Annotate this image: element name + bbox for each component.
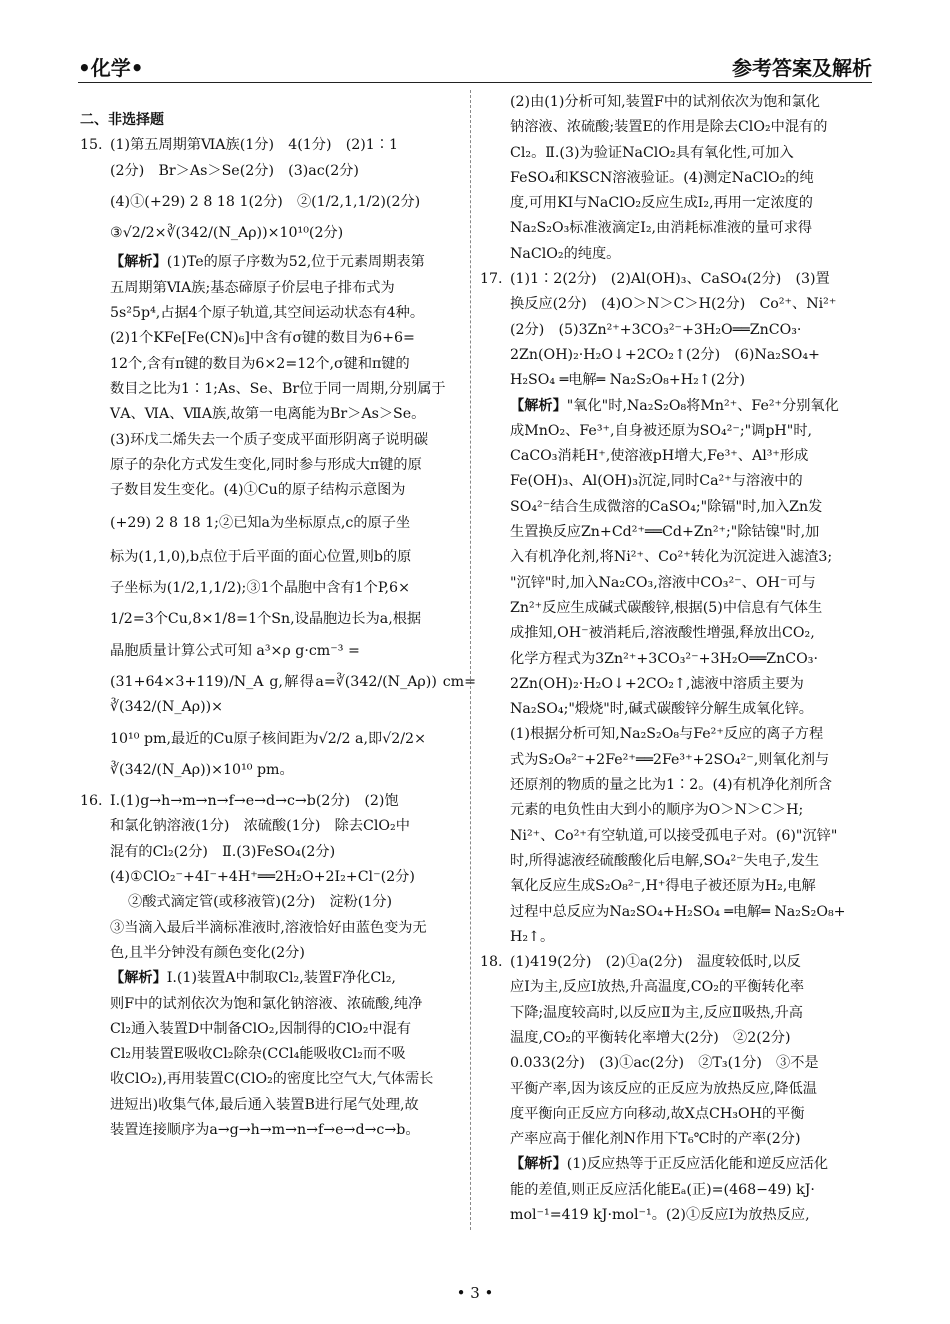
q17-analysis-line: 过程中总反应为Na₂SO₄+H₂SO₄ ═电解═ Na₂S₂O₈+ — [510, 903, 846, 920]
q17-answer-line: 2Zn(OH)₂·H₂O↓+2CO₂↑(2分) (6)Na₂SO₄+ — [510, 346, 820, 363]
q17-analysis-line: 元素的电负性由大到小的顺序为O＞N＞C＞H; — [510, 802, 804, 819]
q17-number: 17. — [480, 271, 503, 288]
q17-analysis-line: Na₂SO₄;"煅烧"时,碱式碳酸锌分解生成氧化锌。 — [510, 701, 813, 718]
q15-analysis-line: (2)1个KFe[Fe(CN)₆]中含有σ键的数目为6+6= — [110, 330, 415, 347]
left-column — [80, 90, 476, 1143]
q18-answer-line: (1)419(2分) (2)①a(2分) 温度较低时,以反 — [510, 954, 801, 971]
q17-analysis-line: H₂↑。 — [510, 928, 555, 945]
q18-answer-line: 下降;温度较高时,以反应Ⅱ为主,反应Ⅱ吸热,升高 — [510, 1004, 803, 1021]
q17-analysis-line: 时,所得滤液经硫酸酸化后电解,SO₄²⁻失电子,发生 — [510, 852, 820, 869]
q17-analysis-line: SO₄²⁻结合生成微溶的CaSO₄;"除镉"时,加入Zn发 — [510, 498, 823, 515]
q17-analysis-line: 2Zn(OH)₂·H₂O↓+2CO₂↑,滤液中溶质主要为 — [510, 675, 804, 692]
section-title: 二、非选择题 — [80, 112, 164, 128]
q18-answer-line: 温度,CO₂的平衡转化率增大(2分) ②2(2分) — [510, 1029, 791, 1046]
right-column — [480, 90, 875, 1228]
q17-analysis-line: 成推知,OH⁻被消耗后,溶液酸性增强,释放出CO₂, — [510, 625, 815, 642]
q17-analysis-line: 入有机净化剂,将Ni²⁺、Co²⁺转化为沉淀进入滤渣3; — [510, 549, 833, 566]
q15-analysis-line: 五周期第ⅥA族;基态碲原子价层电子排布式为 — [110, 279, 395, 296]
subject-label: •化学• — [78, 56, 144, 80]
q17-answer-line: 换反应(2分) (4)O＞N＞C＞H(2分) Co²⁺、Ni²⁺ — [510, 296, 837, 313]
q17-answer-line: (2分) (5)3Zn²⁺+3CO₃²⁻+3H₂O══ZnCO₃· — [510, 321, 802, 338]
q16-cont-line: NaClO₂的纯度。 — [510, 245, 621, 262]
q16-cont-line: (2)由(1)分析可知,装置F中的试剂依次为饱和氯化 — [510, 94, 820, 110]
q15-number: 15. — [80, 137, 103, 154]
q16-analysis-line: Ⅰ.(1)装置A中制取Cl₂,装置F净化Cl₂, — [166, 970, 396, 987]
q15-analysis-line: 数目之比为1∶1;As、Se、Br位于同一周期,分别属于 — [110, 380, 446, 397]
q15-analysis-label: 【解析】 — [110, 254, 167, 271]
q16-analysis-line: 装置连接顺序为a→g→h→m→n→f→e→d→c→b。 — [110, 1121, 420, 1138]
q17-answer-line: H₂SO₄ ═电解═ Na₂S₂O₈+H₂↑(2分) — [510, 372, 745, 389]
q16-answer-line: ②酸式滴定管(或移液管)(2分) 淀粉(1分) — [128, 894, 393, 911]
q15-analysis-line: (+29) 2 8 18 1;②已知a为坐标原点,c的原子坐 — [110, 515, 411, 532]
q18-analysis-line: mol⁻¹=419 kJ·mol⁻¹。(2)①反应Ⅰ为放热反应, — [510, 1207, 810, 1224]
q18-analysis-line: 能的差值,则正反应活化能Eₐ(正)=(468−49) kJ· — [510, 1181, 815, 1198]
q17-block — [480, 267, 875, 950]
q18-answer-line: 产率应高于催化剂N作用下T₆℃时的产率(2分) — [510, 1131, 801, 1148]
q17-answer-line: (1)1∶2(2分) (2)Al(OH)₃、CaSO₄(2分) (3)置 — [510, 271, 830, 288]
q17-analysis-line: (1)根据分析可知,Na₂S₂O₈与Fe²⁺反应的离子方程 — [510, 726, 824, 743]
q17-analysis-line: 式为S₂O₈²⁻+2Fe²⁺══2Fe³⁺+2SO₄²⁻,则氧化剂与 — [510, 751, 830, 768]
q16-cont-line: Cl₂。Ⅱ.(3)为验证NaClO₂具有氧化性,可加入 — [510, 144, 794, 161]
q18-answer-line: 度平衡向正反应方向移动,故X点CH₃OH的平衡 — [510, 1105, 805, 1122]
q18-number: 18. — [480, 954, 503, 971]
q16-continued — [480, 90, 875, 267]
q15-analysis-line: ⅤA、ⅥA、ⅦA族,故第一电离能为Br＞As＞Se。 — [110, 406, 426, 423]
q17-analysis-label: 【解析】 — [510, 397, 567, 414]
q17-analysis-line: "沉锌"时,加入Na₂CO₃,溶液中CO₃²⁻、OH⁻可与 — [510, 574, 816, 591]
q16-cont-line: Na₂S₂O₃标准液滴定I₂,由消耗标准液的量可求得 — [510, 220, 813, 237]
q15-analysis-line: 12个,含有π键的数目为6×2=12个,σ键和π键的 — [110, 355, 410, 372]
q16-number: 16. — [80, 793, 103, 810]
q15-analysis-line: 晶胞质量计算公式可知 a³×ρ g·cm⁻³ = — [110, 642, 360, 659]
q15-analysis-line: 原子的杂化方式发生变化,同时参与形成大π键的原 — [110, 456, 422, 473]
q17-analysis-line: 成MnO₂、Fe³⁺,自身被还原为SO₄²⁻;"调pH"时, — [510, 422, 813, 439]
q18-answer-line: 平衡产率,因为该反应的正反应为放热反应,降低温 — [510, 1080, 817, 1097]
q18-analysis-line: (1)反应热等于正反应活化能和逆反应活化 — [566, 1156, 829, 1173]
q15-analysis-line: 标为(1,1,0),b点位于后平面的面心位置,则b的原 — [110, 548, 412, 565]
q15-analysis-line: 1/2=3个Cu,8×1/8=1个Sn,设晶胞边长为a,根据 — [110, 611, 422, 628]
q18-answer-line: 应Ⅰ为主,反应Ⅰ放热,升高温度,CO₂的平衡转化率 — [510, 979, 805, 996]
q16-answer-line: (4)①ClO₂⁻+4I⁻+4H⁺══2H₂O+2I₂+Cl⁻(2分) — [110, 869, 415, 886]
q16-answer-line: 混有的Cl₂(2分) Ⅱ.(3)FeSO₄(2分) — [110, 843, 336, 860]
q17-analysis-line: Fe(OH)₃、Al(OH)₃沉淀,同时Ca²⁺与溶液中的 — [510, 473, 803, 490]
q16-answer-line: 和氯化钠溶液(1分) 浓硫酸(1分) 除去ClO₂中 — [110, 818, 410, 835]
q16-analysis-line: 进短出)收集气体,最后通入装置B进行尾气处理,故 — [110, 1096, 419, 1113]
q17-analysis-line: "氧化"时,Na₂S₂O₈将Mn²⁺、Fe²⁺分别氧化 — [566, 397, 839, 414]
q16-cont-line: FeSO₄和KSCN溶液验证。(4)测定NaClO₂的纯 — [510, 169, 814, 186]
q15-analysis-line: 10¹⁰ pm,最近的Cu原子核间距为√2/2 a,即√2/2× — [110, 730, 426, 747]
q15-answer-line: ③√2/2×∛(342/(N_Aρ))×10¹⁰(2分) — [110, 225, 344, 242]
q17-analysis-line: 氧化反应生成S₂O₈²⁻,H⁺得电子被还原为H₂,电解 — [510, 878, 816, 895]
q15-analysis-line: (1)Te的原子序数为52,位于元素周期表第 — [166, 254, 425, 271]
q18-answer-line: 0.033(2分) (3)①ac(2分) ②T₃(1分) ③不是 — [510, 1055, 819, 1072]
q15-answer-line: (4)①(+29) 2 8 18 1(2分) ②(1/2,1,1/2)(2分) — [110, 193, 421, 210]
q16-analysis-line: Cl₂用装置E吸收Cl₂除杂(CCl₄能吸收Cl₂而不吸 — [110, 1046, 406, 1063]
q15-analysis-line: ∛(342/(N_Aρ))×10¹⁰ pm。 — [110, 761, 294, 778]
q17-analysis-line: 生置换反应Zn+Cd²⁺══Cd+Zn²⁺;"除钴镍"时,加 — [510, 524, 820, 541]
q16-answer-line: ③当滴入最后半滴标准液时,溶液恰好由蓝色变为无 — [110, 919, 427, 936]
q16-analysis-line: 收ClO₂),再用装置C(ClO₂的密度比空气大,气体需长 — [110, 1071, 434, 1088]
q17-analysis-line: 化学方程式为3Zn²⁺+3CO₃²⁻+3H₂O══ZnCO₃· — [510, 650, 818, 667]
q15-answer-line: (1)第五周期第ⅥA族(1分) 4(1分) (2)1∶1 — [110, 137, 399, 154]
q16-answer-line: 色,且半分钟没有颜色变化(2分) — [110, 944, 305, 961]
q17-analysis-line: Ni²⁺、Co²⁺有空轨道,可以接受孤电子对。(6)"沉锌" — [510, 827, 838, 844]
q15-block — [80, 133, 476, 783]
q17-analysis-line: Zn²⁺反应生成碱式碳酸锌,根据(5)中信息有气体生 — [510, 599, 823, 616]
page-number: • 3 • — [456, 1284, 494, 1302]
q15-answer-line: (2分) Br＞As＞Se(2分) (3)ac(2分) — [110, 162, 359, 179]
q16-analysis-line: 则F中的试剂依次为饱和氯化钠溶液、浓硫酸,纯净 — [110, 995, 423, 1012]
q16-analysis-label: 【解析】 — [110, 970, 167, 987]
q15-analysis-line: 子坐标为(1/2,1,1/2);③1个晶胞中含有1个P,6× — [110, 580, 410, 597]
q16-block — [80, 789, 476, 1143]
q16-cont-line: 钠溶液、浓硫酸;装置E的作用是除去ClO₂中混有的 — [510, 119, 828, 136]
q17-analysis-line: 还原剂的物质的量之比为1∶2。(4)有机净化剂所含 — [510, 777, 832, 794]
q15-analysis-line: 子数目发生变化。(4)①Cu的原子结构示意图为 — [110, 482, 406, 499]
page-header — [78, 50, 872, 83]
q15-analysis-line: (31+64×3+119)/N_A g,解得a=∛(342/(N_Aρ)) cm=∛(342/(N_Aρ))× — [110, 673, 476, 716]
q17-analysis-line: CaCO₃消耗H⁺,使溶液pH增大,Fe³⁺、Al³⁺形成 — [510, 448, 809, 465]
q16-analysis-line: Cl₂通入装置D中制备ClO₂,因制得的ClO₂中混有 — [110, 1020, 412, 1037]
q18-analysis-label: 【解析】 — [510, 1156, 567, 1173]
q16-answer-line: Ⅰ.(1)g→h→m→n→f→e→d→c→b(2分) (2)饱 — [110, 793, 399, 810]
doc-title: 参考答案及解析 — [732, 56, 872, 80]
q15-analysis-line: (3)环戊二烯失去一个质子变成平面形阴离子说明碳 — [110, 431, 429, 448]
q15-analysis-line: 5s²5p⁴,占据4个原子轨道,其空间运动状态有4种。 — [110, 305, 425, 322]
q18-block — [480, 950, 875, 1228]
q16-cont-line: 度,可用KI与NaClO₂反应生成I₂,再用一定浓度的 — [510, 195, 813, 212]
